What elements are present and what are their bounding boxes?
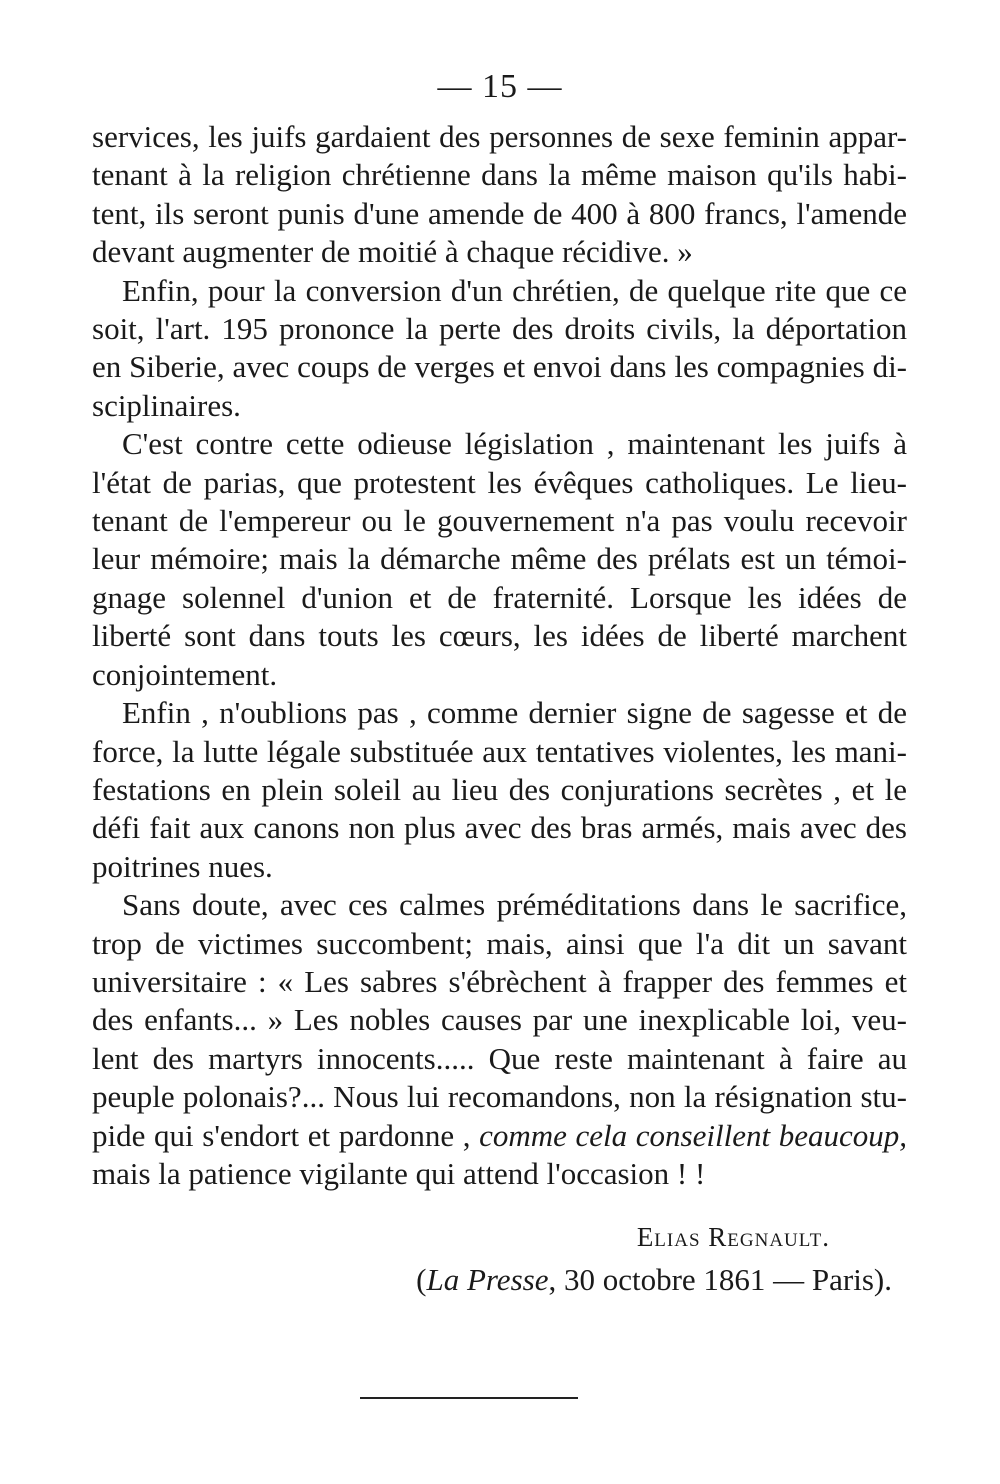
source-date-place: , 30 octobre 1861 — Paris). bbox=[548, 1262, 892, 1297]
source-publication: La Presse bbox=[426, 1262, 549, 1297]
text-line: tenant de l'empereur ou le gouvernement n'a pas voulu recevoir bbox=[92, 503, 907, 539]
text-line: poitrines nues. bbox=[92, 848, 273, 884]
paragraph-5 bbox=[92, 886, 907, 1193]
page-number: — 15 — bbox=[437, 68, 563, 105]
end-rule-divider bbox=[360, 1397, 578, 1399]
text-line: tenant à la religion chrétienne dans la même maison qu'ils habi- bbox=[92, 157, 907, 193]
paragraph-2 bbox=[92, 272, 907, 426]
text-fragment: pide qui s'endort et pardonne , bbox=[92, 1117, 471, 1153]
text-line: mais la patience vigilante qui attend l'occasion ! ! bbox=[92, 1155, 706, 1191]
source-citation bbox=[416, 1262, 892, 1298]
author-signature: Elias Regnault. bbox=[636, 1222, 830, 1252]
text-line: services, les juifs gardaient des personnes de sexe feminin appar- bbox=[92, 119, 907, 154]
text-line: soit, l'art. 195 prononce la perte des droits civils, la déportation bbox=[92, 311, 907, 347]
text-line: Enfin, pour la conversion d'un chrétien, de quelque rite que ce bbox=[122, 272, 907, 308]
text-line: Sans doute, avec ces calmes préméditations dans le sacrifice, bbox=[122, 887, 907, 923]
text-line: sciplinaires. bbox=[92, 387, 241, 423]
body-text bbox=[92, 118, 907, 1193]
text-line: C'est contre cette odieuse législation , maintenant les juifs à bbox=[122, 426, 907, 462]
text-line: l'état de parias, que protestent les évêques catholiques. Le lieu- bbox=[92, 464, 907, 500]
text-line-with-italic bbox=[92, 1117, 907, 1155]
text-line: force, la lutte légale substituée aux tentatives violentes, les mani- bbox=[92, 733, 907, 769]
source-open-paren: ( bbox=[416, 1262, 427, 1297]
text-line: trop de victimes succombent; mais, ainsi que l'a dit un savant bbox=[92, 925, 907, 961]
text-line: liberté sont dans touts les cœurs, les idées de liberté marchent bbox=[92, 618, 907, 654]
text-line: festations en plein soleil au lieu des conjurations secrètes , et le bbox=[92, 771, 907, 807]
paragraph-3 bbox=[92, 425, 907, 694]
text-line: des enfants... » Les nobles causes par une inexplicable loi, veu- bbox=[92, 1002, 907, 1038]
text-line: leur mémoire; mais la démarche même des prélats est un témoi- bbox=[92, 541, 907, 577]
text-line: gnage solennel d'union et de fraternité. Lorsque les idées de bbox=[92, 579, 907, 615]
italic-fragment: comme cela conseillent beaucoup, bbox=[479, 1117, 907, 1153]
paragraph-4 bbox=[92, 694, 907, 886]
text-line: conjointement. bbox=[92, 656, 278, 692]
text-line: lent des martyrs innocents..... Que reste maintenant à faire au bbox=[92, 1040, 907, 1076]
text-line: universitaire : « Les sabres s'ébrèchent à frapper des femmes et bbox=[92, 963, 907, 999]
text-line: tent, ils seront punis d'une amende de 400 à 800 francs, l'amende bbox=[92, 195, 907, 231]
text-line: peuple polonais?... Nous lui recomandons, non la résignation stu- bbox=[92, 1079, 907, 1115]
paragraph-1 bbox=[92, 118, 907, 272]
text-line: défi fait aux canons non plus avec des bras armés, mais avec des bbox=[92, 810, 907, 846]
text-line: en Siberie, avec coups de verges et envoi dans les compagnies di- bbox=[92, 349, 907, 385]
text-line: Enfin , n'oublions pas , comme dernier signe de sagesse et de bbox=[122, 695, 907, 731]
text-line: devant augmenter de moitié à chaque récidive. » bbox=[92, 234, 693, 270]
